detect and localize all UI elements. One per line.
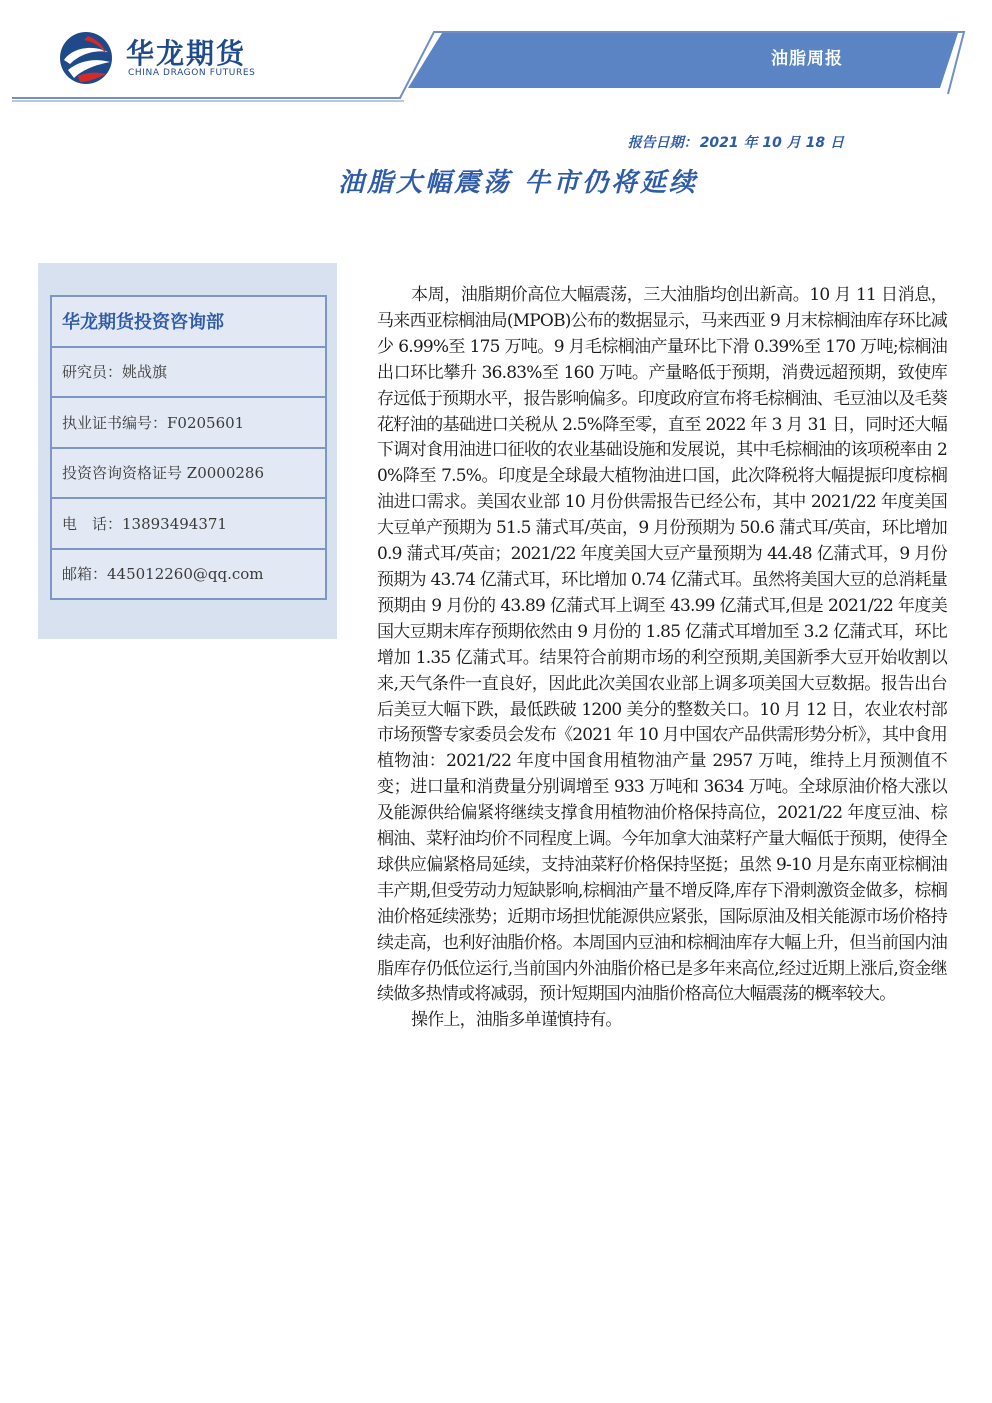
phone-number: 电 话：13893494371: [52, 499, 325, 550]
sidebar: [38, 263, 337, 639]
license-number: 执业证书编号：F0205601: [52, 398, 325, 449]
department-name: 华龙期货投资咨询部: [52, 297, 325, 348]
company-name-cn: 华龙期货: [126, 37, 247, 70]
report-date-label: 报告日期：: [627, 135, 698, 151]
dragon-logo-icon: [58, 30, 114, 86]
report-date: [628, 132, 844, 152]
page-title: 油脂大幅震荡 牛市仍将延续: [337, 168, 699, 198]
company-name-en: CHINA DRAGON FUTURES: [128, 68, 256, 78]
report-type-label: 油脂周报: [771, 49, 843, 69]
body-paragraph: 本周，油脂期价高位大幅震荡，三大油脂均创出新高。10 月 11 日消息，马来西亚棕榈油局(MPOB)公布的数据显示，马来西亚 9 月末棕榈油库存环比减少 6.99%至 175 万吨。9 月毛棕榈油产量环比下滑 0.39%至 170 万吨;棕榈油出口环比攀升 36.83%至 160 万吨。产量略低于预期，消费远超预期，致使库存远低于预期水平，报告影响偏多。印度政府宣布将毛棕榈油、毛豆油以及毛葵花籽油的基础进口关税从 2.5%降至零，直至 2022 年 3 月 31 日，同时还大幅下调对食用油进口征收的农业基础设施和发展说，其中毛棕榈油的该项税率由 20%降至 7.5%。印度是全球最大植物油进口国，此次降税将大幅提振印度棕榈油进口需求。美国农业部 10 月份供需报告已经公布，其中 2021/22 年度美国大豆单产预期为 51.5 蒲式耳/英亩，9 月份预期为 50.6 蒲式耳/英亩，环比增加 0.9 蒲式耳/英亩；2021/22 年度美国大豆产量预期为 44.48 亿蒲式耳，9 月份预期为 43.74 亿蒲式耳，环比增加 0.74 亿蒲式耳。虽然将美国大豆的总消耗量预期由 9 月份的 43.89 亿蒲式耳上调至 43.99 亿蒲式耳,但是 2021/22 年度美国大豆期末库存预期依然由 9 月份的 1.85 亿蒲式耳增加至 3.2 亿蒲式耳，环比增加 1.35 亿蒲式耳。结果符合前期市场的利空预期,美国新季大豆开始收割以来,天气条件一直良好，因此此次美国农业部上调多项美国大豆数据。报告出台后美豆大幅下跌，最低跌破 1200 美分的整数关口。10 月 12 日，农业农村部市场预警专家委员会发布《2021 年 10 月中国农产品供需形势分析》，其中食用植物油：2021/22 年度中国食用植物油产量 2957 万吨，维持上月预测值不变；进口量和消费量分别调增至 933 万吨和 3634 万吨。全球原油价格大涨以及能源供给偏紧将继续支撑食用植物油价格保持高位，2021/22 年度豆油、棕榈油、菜籽油均价不同程度上调。今年加拿大油菜籽产量大幅低于预期，使得全球供应偏紧格局延续，支持油菜籽价格保持坚挺；虽然 9-10 月是东南亚棕榈油丰产期,但受劳动力短缺影响,棕榈油产量不增反降,库存下滑刺激资金做多，棕榈油价格延续涨势；近期市场担忧能源供应紧张，国际原油及相关能源市场价格持续走高，也利好油脂价格。本周国内豆油和棕榈油库存大幅上升，但当前国内油脂库存仍低位运行,当前国内外油脂价格已是多年来高位,经过近期上涨后,资金继续做多热情或将减弱，预计短期国内油脂价格高位大幅震荡的概率较大。: [377, 285, 947, 1005]
contact-info-box: [50, 295, 327, 600]
company-logo: [58, 26, 278, 88]
researcher-name: 研究员：姚战旗: [52, 348, 325, 399]
qualification-number: 投资咨询资格证号 Z0000286: [52, 449, 325, 500]
email-address: 邮箱：445012260@qq.com: [62, 565, 264, 584]
body-paragraph: 操作上，油脂多单谨慎持有。: [411, 1010, 622, 1031]
report-body: [377, 283, 947, 1034]
report-date-value: 2021 年 10 月 18 日: [699, 135, 844, 151]
